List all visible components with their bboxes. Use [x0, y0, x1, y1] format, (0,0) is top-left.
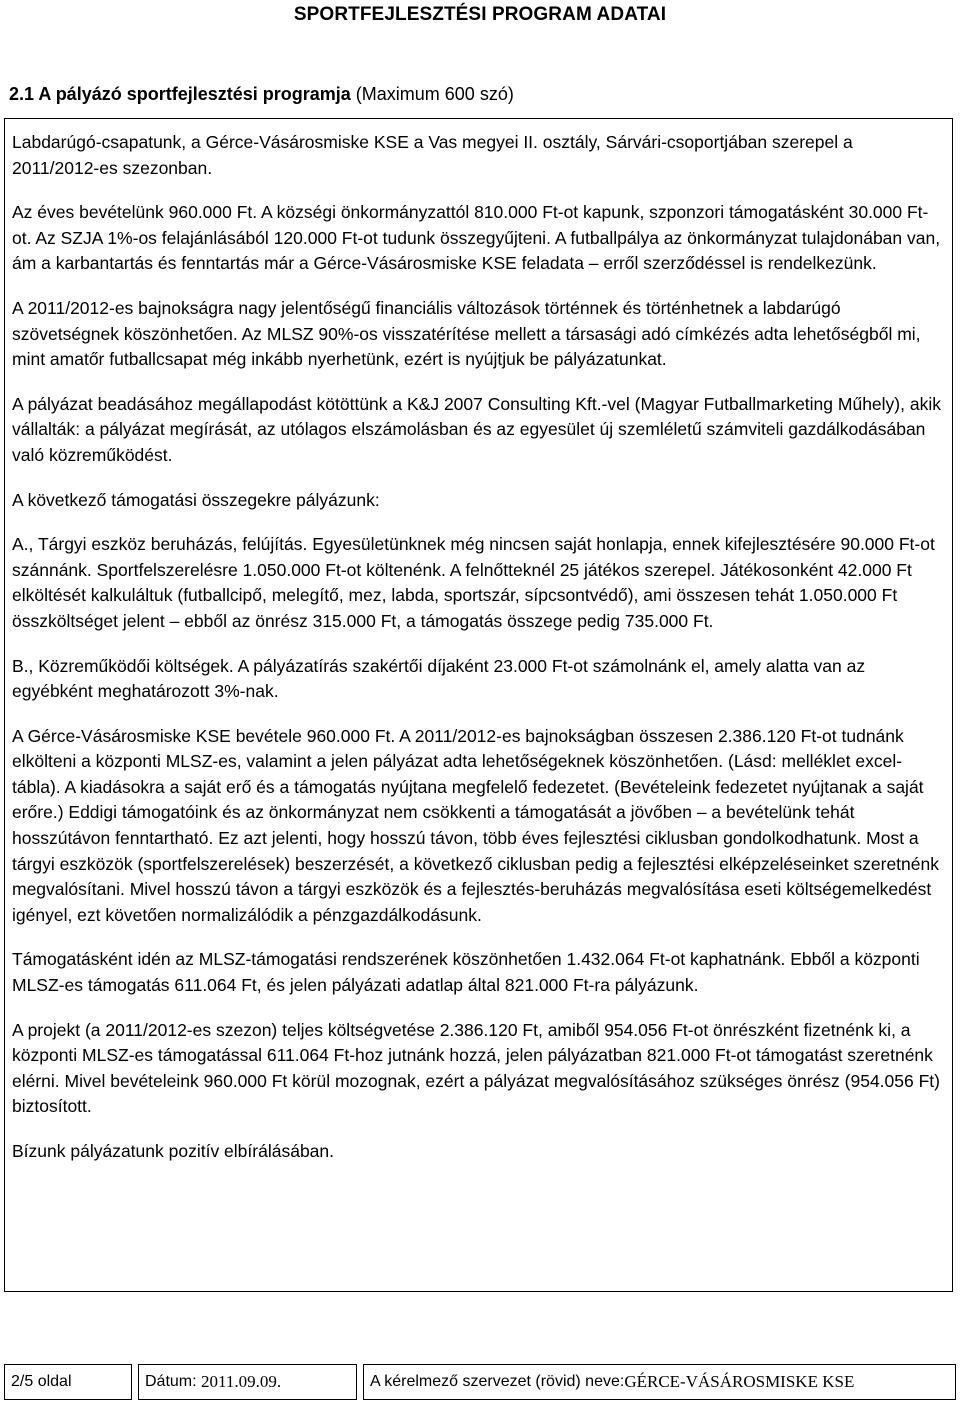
paragraph-6: A., Tárgyi eszköz beruházás, felújítás. Egyesületünknek még nincsen saját honlapja, ennek kifejlesztésére 90.000 Ft-ot szánnánk. Sportfelszerelésre 1.050.000 Ft-ot költenénk. A felnőtteknél 25 játékos szerepel. Játékosonként 42.000 Ft elköltését kalkuláltuk (futballcipő, melegítő, mez, labda, sportszár, sípcsontvédő), ami összesen tehát 1.050.000 Ft összköltséget jelent – ebből az önrész 315.000 Ft, a támogatás összege pedig 735.000 Ft. — [12, 534, 935, 631]
footer-date-value: 2011.09.09. — [201, 1372, 282, 1391]
footer-date-label: Dátum: — [145, 1373, 197, 1390]
paragraph-10: A projekt (a 2011/2012-es szezon) teljes költségvetése 2.386.120 Ft, amiből 954.056 Ft-ot önrészként fizetnénk ki, a központi MLSZ-es támogatással 611.064 Ft-hoz jutnánk hozzá, jelen pályázatban 821.000 Ft-ot támogatást szeretnénk elérni. Mivel bevételeink 960.000 Ft körül mozognak, ezért a pályázat megvalósításához szükséges önrész (954.056 Ft) biztosított. — [12, 1019, 940, 1117]
footer-org-value: GÉRCE-VÁSÁROSMISKE KSE — [624, 1372, 855, 1391]
footer-organization — [363, 1364, 956, 1400]
paragraph-11: Bízunk pályázatunk pozitív elbírálásában. — [12, 1141, 334, 1161]
document-title: SPORTFEJLESZTÉSI PROGRAM ADATAI — [293, 4, 667, 25]
paragraph-9: Támogatásként idén az MLSZ-támogatási rendszerének köszönhetően 1.432.064 Ft-ot kaphatnánk. Ebből a központi MLSZ-es támogatás 611.064 Ft, és jelen pályázati adatlap által 821.000 Ft-ra pályázunk. — [12, 949, 920, 996]
paragraph-3: A 2011/2012-es bajnokságra nagy jelentőségű financiális változások történnek és történhetnek a labdarúgó szövetségnek köszönhetően. Az MLSZ 90%-os visszatérítése mellett a társasági adó címkézés adta lehetőségből mi, mint amatőr futballcsapat még inkább nyerhetünk, ezért is nyújtjuk be pályázatunkat. — [12, 297, 921, 370]
paragraph-1: Labdarúgó-csapatunk, a Gérce-Vásárosmiske KSE a Vas megyei II. osztály, Sárvári-csoportjában szerepel a 2011/2012-es szezonban. — [12, 132, 853, 178]
program-text-box — [4, 118, 953, 1292]
footer-org-label: A kérelmező szervezet (rövid) neve: — [370, 1373, 625, 1390]
section-heading-note: (Maximum 600 szó) — [350, 84, 514, 104]
footer-page-number: 2/5 oldal — [4, 1364, 132, 1400]
section-heading-title: 2.1 A pályázó sportfejlesztési programja — [9, 84, 351, 104]
paragraph-4: A pályázat beadásához megállapodást kötöttünk a K&J 2007 Consulting Kft.-vel (Magyar Futballmarketing Műhely), akik vállalták: a pályázat megírását, az utólagos elszámolásban és az egyesület új szemléletű számviteli gazdálkodásában való közreműködést. — [12, 393, 941, 465]
paragraph-7: B., Közreműködői költségek. A pályázatírás szakértői díjaként 23.000 Ft-ot számolnánk el, amely alatta van az egyébként meghatározott 3%-nak. — [12, 655, 866, 702]
paragraph-8: A Gérce-Vásárosmiske KSE bevétele 960.000 Ft. A 2011/2012-es bajnokságban összesen 2.386.120 Ft-ot tudnánk elkölteni a központi MLSZ-es, valamint a jelen pályázat adta lehetőségeknek köszönhetően. (Lásd: melléklet excel-tábla). A kiadásokra a saját erő és a támogatás nyújtana megfelelő fedezetet. (Bevételeink fedezetet nyújtanak a saját erőre.) Eddigi támogatóink és az önkormányzat nem csökkenti a támogatását a jövőben – a bevételünk tehát hosszútávon fenntartható. Ez azt jelenti, hogy hosszú távon, több éves fejlesztési ciklusban gondolkodhatunk. Most a tárgyi eszközök (sportfelszerelések) beszerzését, a következő ciklusban pedig a fejlesztési elképzeléseinket szeretnénk megvalósítani. Mivel hosszú távon a tárgyi eszközök és a fejlesztés-beruházás megvalósítása eseti költségemelkedést igényel, ezt követően normalizálódik a pénzgazdálkodásunk. — [12, 725, 939, 925]
page-footer — [4, 1364, 956, 1400]
paragraph-5: A következő támogatási összegekre pályázunk: — [12, 489, 380, 510]
paragraph-2: Az éves bevételünk 960.000 Ft. A községi önkormányzattól 810.000 Ft-ot kapunk, szponzori támogatásként 30.000 Ft-ot. Az SZJA 1%-os felajánlásából 120.000 Ft-ot tudunk összegyűjteni. A futballpálya az önkormányzat tulajdonában van, ám a karbantartás és fenntartás már a Gérce-Vásárosmiske KSE feladata – erről szerződéssel is rendelkezünk. — [12, 202, 941, 274]
footer-date — [138, 1364, 357, 1400]
section-heading — [9, 82, 949, 106]
